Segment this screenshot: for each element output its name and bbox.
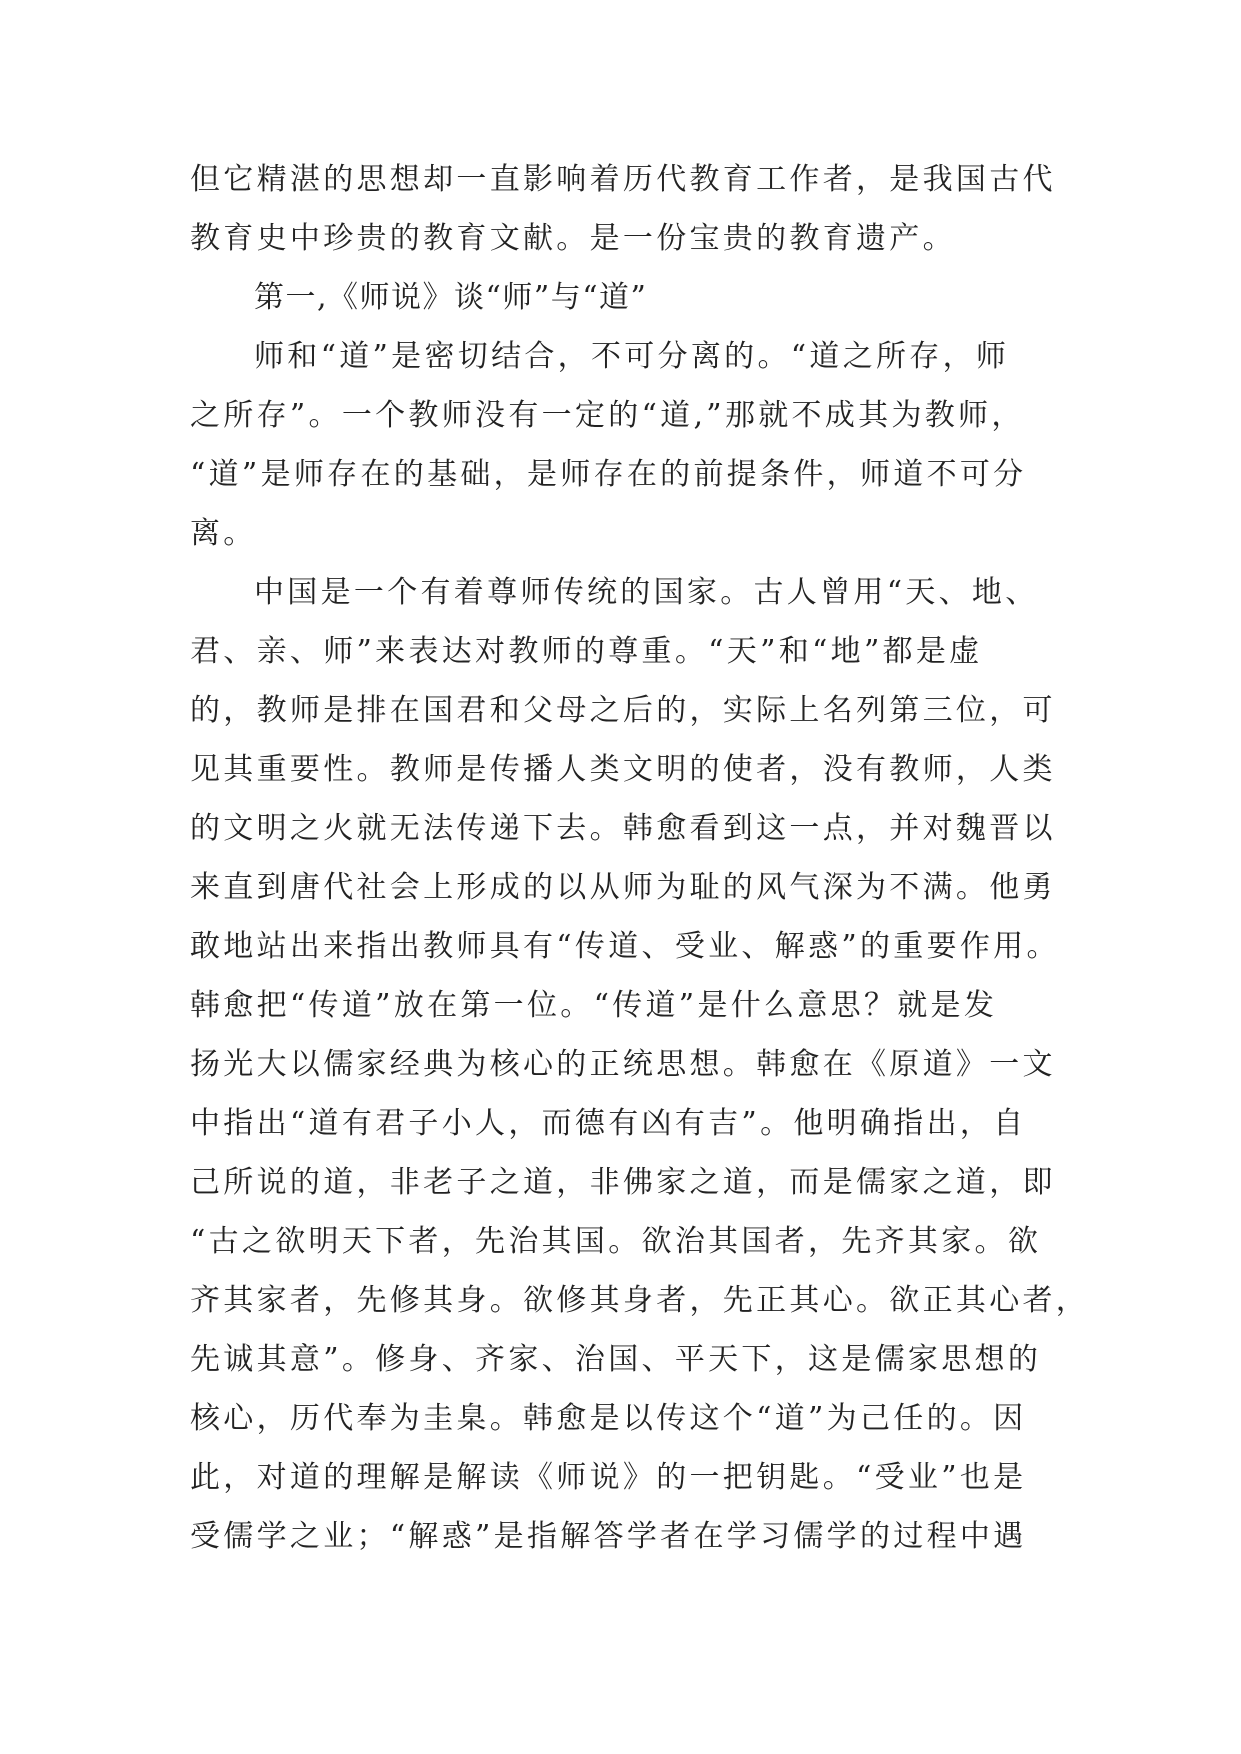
paragraph-first-line: 师和“道”是密切结合，不可分离的。“道之所存，师 bbox=[254, 339, 1010, 374]
text-line: 受儒学之业；“解惑”是指解答学者在学习儒学的过程中遇 bbox=[190, 1519, 1027, 1554]
text-line: 韩愈把“传道”放在第一位。“传道”是什么意思？就是发 bbox=[190, 988, 998, 1023]
text-line: 但它精湛的思想却一直影响着历代教育工作者，是我国古代 bbox=[190, 162, 1056, 197]
text-line: 的，教师是排在国君和父母之后的，实际上名列第三位，可 bbox=[190, 693, 1056, 728]
document-body bbox=[190, 150, 1090, 1566]
text-line: 己所说的道，非老子之道，非佛家之道，而是儒家之道，即 bbox=[190, 1165, 1056, 1200]
text-line: 君、亲、师”来表达对教师的尊重。“天”和“地”都是虚 bbox=[190, 634, 983, 669]
text-line: “道”是师存在的基础，是师存在的前提条件，师道不可分 bbox=[190, 457, 1027, 492]
text-line: 教育史中珍贵的教育文献。是一份宝贵的教育遗产。 bbox=[190, 221, 956, 256]
text-line: 先诚其意”。修身、齐家、治国、平天下，这是儒家思想的 bbox=[190, 1342, 1042, 1377]
section-heading: 第一,《师说》谈“师”与“道” bbox=[254, 280, 648, 315]
text-line: 来直到唐代社会上形成的以从师为耻的风气深为不满。他勇 bbox=[190, 870, 1056, 905]
text-line: 中指出“道有君子小人，而德有凶有吉”。他明确指出，自 bbox=[190, 1106, 1027, 1141]
text-line: 之所存”。一个教师没有一定的“道,”那就不成其为教师， bbox=[190, 398, 1025, 433]
text-line: 敢地站出来指出教师具有“传道、受业、解惑”的重要作用。 bbox=[190, 929, 1060, 964]
text-line: 此，对道的理解是解读《师说》的一把钥匙。“受业”也是 bbox=[190, 1460, 1027, 1495]
text-line: “古之欲明天下者，先治其国。欲治其国者，先齐其家。欲 bbox=[190, 1224, 1042, 1259]
text-line: 见其重要性。教师是传播人类文明的使者，没有教师，人类 bbox=[190, 752, 1056, 787]
text-line: 扬光大以儒家经典为核心的正统思想。韩愈在《原道》一文 bbox=[190, 1047, 1056, 1082]
text-line: 离。 bbox=[190, 516, 257, 551]
text-line: 的文明之火就无法传递下去。韩愈看到这一点，并对魏晋以 bbox=[190, 811, 1056, 846]
text-line: 齐其家者，先修其身。欲修其身者，先正其心。欲正其心者， bbox=[190, 1283, 1090, 1318]
paragraph-first-line: 中国是一个有着尊师传统的国家。古人曾用“天、地、 bbox=[254, 575, 1039, 610]
text-line: 核心，历代奉为圭臬。韩愈是以传这个“道”为己任的。因 bbox=[190, 1401, 1027, 1436]
